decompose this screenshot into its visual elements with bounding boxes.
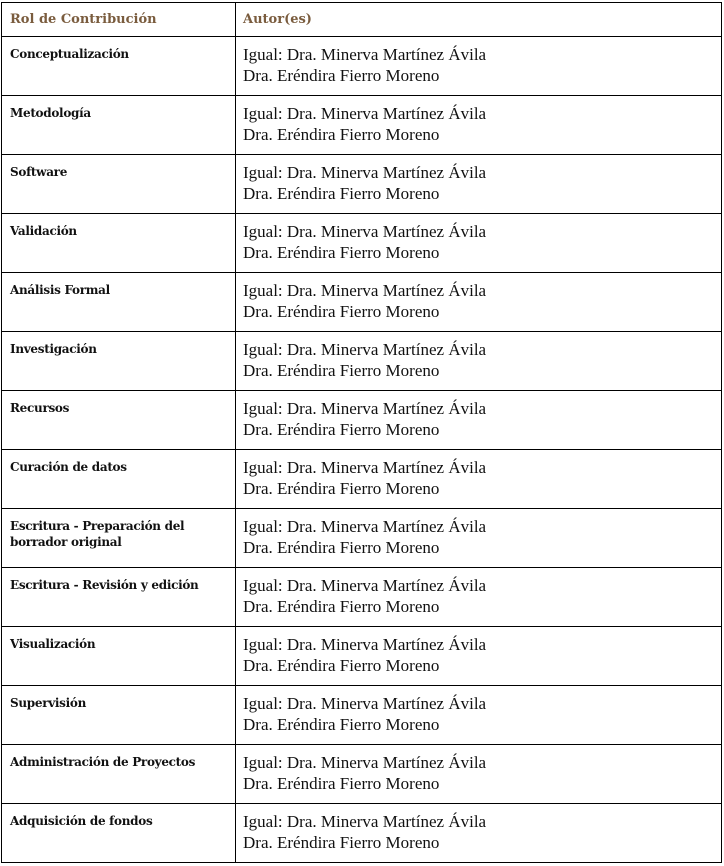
author-cell bbox=[236, 568, 722, 627]
header-author: Autor(es) bbox=[236, 3, 722, 37]
author-cell bbox=[236, 686, 722, 745]
table-row bbox=[2, 804, 722, 863]
author-cell bbox=[236, 332, 722, 391]
author-line-2: Dra. Eréndira Fierro Moreno bbox=[243, 656, 440, 675]
role-cell: Metodología bbox=[2, 96, 236, 155]
author-line-2: Dra. Eréndira Fierro Moreno bbox=[243, 715, 440, 734]
author-cell bbox=[236, 509, 722, 568]
role-cell: Análisis Formal bbox=[2, 273, 236, 332]
author-line-2: Dra. Eréndira Fierro Moreno bbox=[243, 538, 440, 557]
author-cell bbox=[236, 273, 722, 332]
contribution-table bbox=[1, 2, 722, 863]
author-line-1: Igual: Dra. Minerva Martínez Ávila bbox=[243, 399, 487, 418]
author-cell bbox=[236, 804, 722, 863]
role-cell: Recursos bbox=[2, 391, 236, 450]
author-line-2: Dra. Eréndira Fierro Moreno bbox=[243, 125, 440, 144]
author-line-1: Igual: Dra. Minerva Martínez Ávila bbox=[243, 340, 487, 359]
author-cell bbox=[236, 391, 722, 450]
author-line-2: Dra. Eréndira Fierro Moreno bbox=[243, 66, 440, 85]
author-line-2: Dra. Eréndira Fierro Moreno bbox=[243, 184, 440, 203]
author-line-2: Dra. Eréndira Fierro Moreno bbox=[243, 420, 440, 439]
role-cell: Escritura - Preparación del borrador original bbox=[2, 509, 236, 568]
role-cell: Software bbox=[2, 155, 236, 214]
role-cell: Adquisición de fondos bbox=[2, 804, 236, 863]
author-line-1: Igual: Dra. Minerva Martínez Ávila bbox=[243, 222, 487, 241]
table-row bbox=[2, 509, 722, 568]
author-line-2: Dra. Eréndira Fierro Moreno bbox=[243, 833, 440, 852]
role-cell: Administración de Proyectos bbox=[2, 745, 236, 804]
author-cell bbox=[236, 155, 722, 214]
author-line-1: Igual: Dra. Minerva Martínez Ávila bbox=[243, 163, 487, 182]
table-row bbox=[2, 96, 722, 155]
table-body bbox=[2, 37, 722, 863]
author-line-1: Igual: Dra. Minerva Martínez Ávila bbox=[243, 281, 487, 300]
author-cell bbox=[236, 214, 722, 273]
author-line-1: Igual: Dra. Minerva Martínez Ávila bbox=[243, 576, 487, 595]
table-row bbox=[2, 391, 722, 450]
table-row bbox=[2, 155, 722, 214]
table-row bbox=[2, 450, 722, 509]
author-cell bbox=[236, 450, 722, 509]
author-cell bbox=[236, 37, 722, 96]
table-row bbox=[2, 627, 722, 686]
table-row bbox=[2, 332, 722, 391]
role-cell: Visualización bbox=[2, 627, 236, 686]
author-line-2: Dra. Eréndira Fierro Moreno bbox=[243, 361, 440, 380]
author-line-1: Igual: Dra. Minerva Martínez Ávila bbox=[243, 694, 487, 713]
table-row bbox=[2, 745, 722, 804]
author-cell bbox=[236, 745, 722, 804]
table-header-row bbox=[2, 3, 722, 37]
table-row bbox=[2, 686, 722, 745]
table-row bbox=[2, 273, 722, 332]
author-cell bbox=[236, 627, 722, 686]
author-line-2: Dra. Eréndira Fierro Moreno bbox=[243, 479, 440, 498]
author-cell bbox=[236, 96, 722, 155]
author-line-1: Igual: Dra. Minerva Martínez Ávila bbox=[243, 517, 487, 536]
role-cell: Escritura - Revisión y edición bbox=[2, 568, 236, 627]
author-line-1: Igual: Dra. Minerva Martínez Ávila bbox=[243, 753, 487, 772]
author-line-1: Igual: Dra. Minerva Martínez Ávila bbox=[243, 104, 487, 123]
table-row bbox=[2, 568, 722, 627]
role-cell: Conceptualización bbox=[2, 37, 236, 96]
author-line-2: Dra. Eréndira Fierro Moreno bbox=[243, 302, 440, 321]
author-line-1: Igual: Dra. Minerva Martínez Ávila bbox=[243, 45, 487, 64]
role-cell: Validación bbox=[2, 214, 236, 273]
author-line-2: Dra. Eréndira Fierro Moreno bbox=[243, 597, 440, 616]
role-cell: Supervisión bbox=[2, 686, 236, 745]
author-line-1: Igual: Dra. Minerva Martínez Ávila bbox=[243, 635, 487, 654]
header-role: Rol de Contribución bbox=[2, 3, 236, 37]
author-line-1: Igual: Dra. Minerva Martínez Ávila bbox=[243, 812, 487, 831]
author-line-2: Dra. Eréndira Fierro Moreno bbox=[243, 774, 440, 793]
role-cell: Curación de datos bbox=[2, 450, 236, 509]
table-row bbox=[2, 37, 722, 96]
table-row bbox=[2, 214, 722, 273]
author-line-1: Igual: Dra. Minerva Martínez Ávila bbox=[243, 458, 487, 477]
author-line-2: Dra. Eréndira Fierro Moreno bbox=[243, 243, 440, 262]
role-cell: Investigación bbox=[2, 332, 236, 391]
